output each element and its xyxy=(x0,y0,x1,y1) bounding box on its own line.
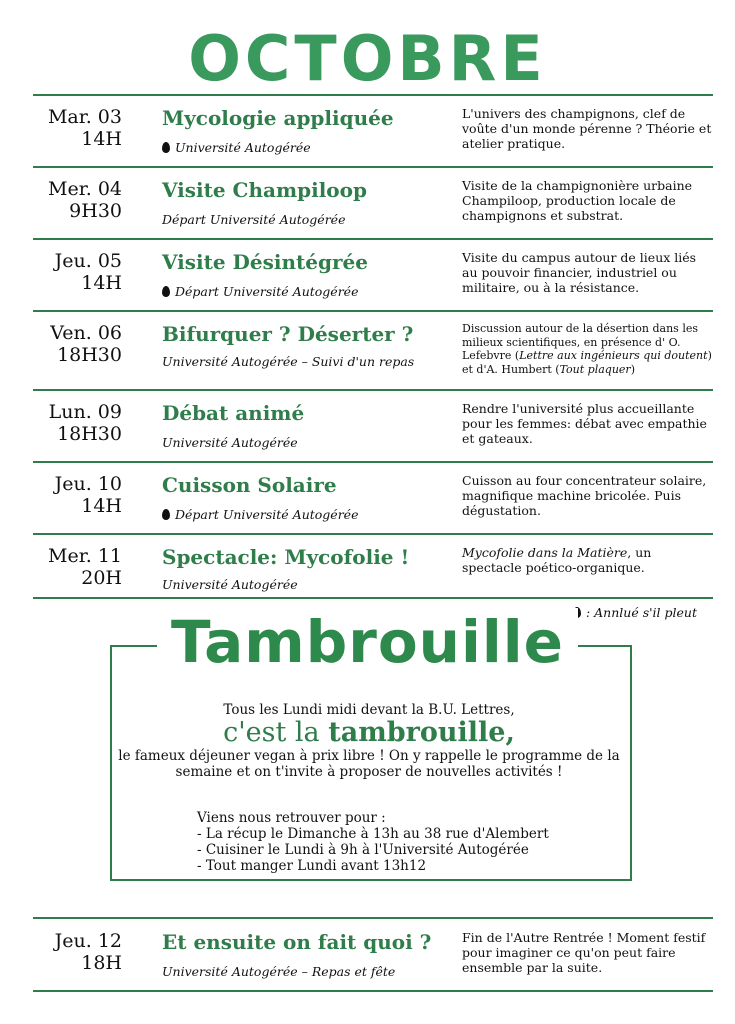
event-date xyxy=(30,106,122,150)
event-name: Visite Désintégrée xyxy=(162,250,368,274)
event-date xyxy=(30,322,122,366)
event-description: Visite du campus autour de lieux liés au pouvoir financier, industriel ou militaire, ou à la résistance. xyxy=(462,250,697,295)
tambrouille-intro: Tous les Lundi midi devant la B.U. Lettres, xyxy=(223,702,515,718)
event-description: Discussion autour de la désertion dans les milieux scientifiques, en présence d' O. Lefebvre (Lettre aux ingénieurs qui doutent) et d'A. Humbert (Tout plaquer) xyxy=(462,322,712,376)
event-description: Mycofolie dans la Matière, un spectacle poético-organique. xyxy=(462,545,652,575)
divider xyxy=(33,166,713,168)
rain-legend: : Annlué s'il pleut xyxy=(573,605,697,620)
tambrouille-body: le fameux déjeuner vegan à prix libre ! On y rappelle le programme de la semaine et on t'invite à proposer de nouvelles activités ! xyxy=(118,748,620,780)
event-day: Mer. 04 xyxy=(48,178,122,200)
event-time: 14H xyxy=(81,128,122,150)
event-time: 14H xyxy=(81,495,122,517)
divider xyxy=(33,990,713,992)
event-day: Ven. 06 xyxy=(50,322,122,344)
event-time: 18H30 xyxy=(57,423,122,445)
event-time: 20H xyxy=(81,567,122,589)
event-name: Cuisson Solaire xyxy=(162,473,337,497)
event-time: 18H xyxy=(81,952,122,974)
event-place: Départ Université Autogérée xyxy=(162,507,358,522)
event-name: Débat animé xyxy=(162,401,305,425)
event-name: Et ensuite on fait quoi ? xyxy=(162,930,432,954)
event-day: Jeu. 10 xyxy=(54,473,122,495)
event-place: Université Autogérée xyxy=(162,435,298,450)
list-title: Viens nous retrouver pour : xyxy=(197,810,386,826)
list-item: - Cuisiner le Lundi à 9h à l'Université Autogérée xyxy=(197,842,529,858)
event-date xyxy=(30,473,122,517)
divider xyxy=(33,238,713,240)
event-time: 18H30 xyxy=(57,344,122,366)
divider xyxy=(33,310,713,312)
event-time: 14H xyxy=(81,272,122,294)
event-place: Départ Université Autogérée xyxy=(162,284,358,299)
event-place: Université Autogérée – Repas et fête xyxy=(162,964,396,979)
divider xyxy=(33,389,713,391)
event-name: Mycologie appliquée xyxy=(162,106,394,130)
event-date xyxy=(30,401,122,445)
event-name: Visite Champiloop xyxy=(162,178,367,202)
event-name: Bifurquer ? Déserter ? xyxy=(162,322,414,346)
event-date xyxy=(30,250,122,294)
event-day: Mar. 03 xyxy=(47,106,122,128)
event-day: Lun. 09 xyxy=(48,401,122,423)
tambrouille-title: Tambrouille xyxy=(0,608,735,688)
event-description: L'univers des champignons, clef de voûte d'un monde pérenne ? Théorie et atelier pratique. xyxy=(462,106,712,151)
divider xyxy=(33,533,713,535)
tambrouille-headline: c'est la tambrouille, xyxy=(223,717,515,748)
list-item: - Tout manger Lundi avant 13h12 xyxy=(197,858,427,874)
event-place: Université Autogérée – Suivi d'un repas xyxy=(162,354,415,369)
event-description: Cuisson au four concentrateur solaire, magnifique machine bricolée. Puis dégustation. xyxy=(462,473,707,518)
divider xyxy=(33,917,713,919)
tambrouille-text xyxy=(112,702,626,780)
list-item: - La récup le Dimanche à 13h au 38 rue d'Alembert xyxy=(197,826,549,842)
event-description: Fin de l'Autre Rentrée ! Moment festif pour imaginer ce qu'on peut faire ensemble par la suite. xyxy=(462,930,706,975)
event-place: Université Autogérée xyxy=(162,577,298,592)
event-description: Visite de la champignonière urbaine Champiloop, production locale de champignons et substrat. xyxy=(462,178,693,223)
divider xyxy=(33,597,713,599)
event-place: Départ Université Autogérée xyxy=(162,212,346,227)
event-day: Jeu. 05 xyxy=(54,250,122,272)
event-date xyxy=(30,930,122,974)
event-place: Université Autogérée xyxy=(162,140,311,155)
event-day: Mer. 11 xyxy=(48,545,122,567)
page-title: OCTOBRE xyxy=(188,22,547,95)
tambrouille-list xyxy=(197,810,617,874)
event-name: Spectacle: Mycofolie ! xyxy=(162,545,410,569)
rain-drop-icon xyxy=(162,286,170,297)
event-time: 9H30 xyxy=(69,200,122,222)
rain-drop-icon xyxy=(162,509,170,520)
event-day: Jeu. 12 xyxy=(54,930,122,952)
event-date xyxy=(30,178,122,222)
event-description: Rendre l'université plus accueillante pour les femmes: débat avec empathie et gateaux. xyxy=(462,401,707,446)
event-date xyxy=(30,545,122,589)
divider xyxy=(33,461,713,463)
rain-drop-icon xyxy=(162,142,170,153)
divider xyxy=(33,94,713,96)
